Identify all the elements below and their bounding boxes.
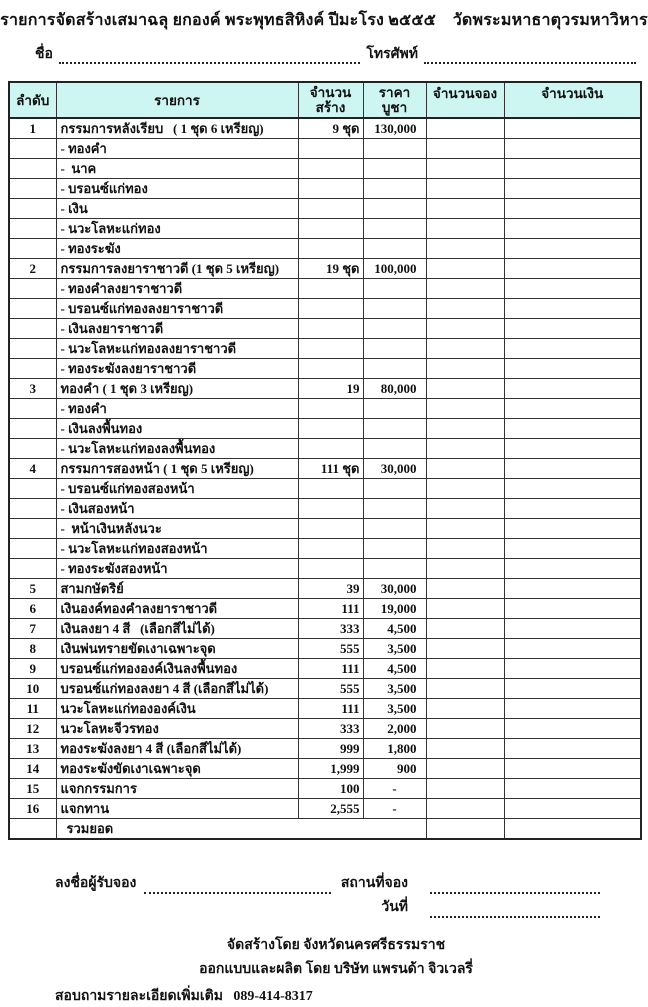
cell-reserved [426,319,504,339]
cell-amount [504,359,641,379]
date-label: วันที่ [381,900,408,915]
cell-price [363,139,426,159]
place-fill-line [430,879,600,894]
cell-qty [298,359,363,379]
cell-price [363,219,426,239]
cell-item: - ทองคำลงยาราชาวดี [56,279,298,299]
column-header-price: ราคา บูชา [363,82,426,118]
cell-reserved [426,639,504,659]
table-row-main [9,639,641,659]
table-row-sub [9,419,641,439]
table-row-sub [9,499,641,519]
cell-qty: 39 [298,579,363,599]
cell-item: - บรอนซ์แก่ทองสองหน้า [56,479,298,499]
table-row-sub [9,399,641,419]
cell-reserved [426,419,504,439]
cell-no: 11 [9,699,56,719]
cell-qty [298,479,363,499]
cell-reserved [426,439,504,459]
cell-qty [298,279,363,299]
cell-price [363,159,426,179]
cell-reserved [426,579,504,599]
cell-reserved [426,399,504,419]
cell-reserved [426,499,504,519]
cell-no [9,299,56,319]
cell-no [9,559,56,579]
table-row-sub [9,239,641,259]
cell-reserved [426,459,504,479]
cell-no [9,159,56,179]
cell-qty [298,139,363,159]
cell-item: - นวะโลหะแก่ทองสองหน้า [56,539,298,559]
cell-item: บรอนซ์แก่ทองลงยา 4 สี (เลือกสีไม่ได้) [56,679,298,699]
table-row-sub [9,439,641,459]
table-row-main [9,679,641,699]
cell-qty: 111 [298,699,363,719]
cell-price: 3,500 [363,639,426,659]
place-label: สถานที่จอง [340,876,408,891]
cell-amount [504,619,641,639]
cell-price [363,479,426,499]
page-title: รายการจัดสร้างเสมาฉลุ ยกองค์ พระพุทธสิหิงค์ ปีมะโรง ๒๕๕๕ วัดพระมหาธาตุวรมหาวิหาร [0,12,648,29]
cell-qty [298,219,363,239]
cell-price [363,179,426,199]
cell-reserved [426,619,504,639]
phone-fill-line [424,49,636,64]
table-header-row [9,82,641,118]
cell-amount [504,579,641,599]
cell-qty: 555 [298,679,363,699]
cell-no: 5 [9,579,56,599]
cell-amount [504,639,641,659]
cell-no [9,339,56,359]
cell-no [9,239,56,259]
cell-no: 7 [9,619,56,639]
cell-reserved [426,539,504,559]
cell-price [363,439,426,459]
cell-price [363,199,426,219]
cell-reserved [426,719,504,739]
cell-item: - ทองระฆังสองหน้า [56,559,298,579]
cell-no [9,219,56,239]
cell-item: - บรอนซ์แก่ทอง [56,179,298,199]
cell-item: นวะโลหะแก่ทององค์เงิน [56,699,298,719]
cell-no [9,399,56,419]
cell-item: สามกษัตริย์ [56,579,298,599]
table-row-sub [9,159,641,179]
cell-reserved [426,299,504,319]
column-header-qty: จำนวน สร้าง [298,82,363,118]
cell-item: ทองระฆังขัดเงาเฉพาะจุด [56,759,298,779]
cell-price [363,299,426,319]
cell-qty: 2,555 [298,799,363,819]
cell-item: - ทองระฆังลงยาราชาวดี [56,359,298,379]
cell-item: - เงิน [56,199,298,219]
total-amount-cell [504,819,641,840]
cell-item: - เงินลงยาราชาวดี [56,319,298,339]
column-header-amount: จำนวนเงิน [504,82,641,118]
table-row-main [9,459,641,479]
cell-item: แจกกรรมการ [56,779,298,799]
cell-reserved [426,199,504,219]
table-row-sub [9,179,641,199]
cell-reserved [426,239,504,259]
cell-no: 2 [9,259,56,279]
cell-item: แจกทาน [56,799,298,819]
cell-reserved [426,159,504,179]
footer-line-producer: จัดสร้างโดย จังหวัดนครศรีธรรมราช [226,938,446,953]
cell-item: กรรมการหลังเรียบ ( 1 ชุด 6 เหรียญ) [56,118,298,139]
cell-qty [298,339,363,359]
cell-amount [504,659,641,679]
cell-reserved [426,739,504,759]
name-phone-line [35,46,636,64]
cell-amount [504,379,641,399]
cell-reserved [426,659,504,679]
cell-item: - ทองคำ [56,399,298,419]
cell-qty [298,419,363,439]
table-row-main [9,379,641,399]
cell-price [363,499,426,519]
cell-item: เงินพ่นทรายขัดเงาเฉพาะจุด [56,639,298,659]
cell-no: 15 [9,779,56,799]
table-row-main [9,719,641,739]
cell-reserved [426,118,504,139]
cell-amount [504,719,641,739]
name-label: ชื่อ [35,47,53,62]
cell-qty: 333 [298,719,363,739]
cell-amount [504,779,641,799]
cell-qty [298,319,363,339]
cell-reserved [426,779,504,799]
table-row-sub [9,539,641,559]
total-no-cell [9,819,56,840]
cell-amount [504,499,641,519]
cell-no [9,279,56,299]
cell-item: - ทองระฆัง [56,239,298,259]
cell-price [363,539,426,559]
cell-no: 13 [9,739,56,759]
cell-amount [504,699,641,719]
cell-no [9,199,56,219]
cell-amount [504,339,641,359]
table-row-sub [9,319,641,339]
cell-reserved [426,759,504,779]
cell-qty [298,559,363,579]
cell-amount [504,319,641,339]
cell-amount [504,199,641,219]
cell-amount [504,539,641,559]
cell-price: 80,000 [363,379,426,399]
cell-amount [504,239,641,259]
cell-qty [298,159,363,179]
cell-qty [298,299,363,319]
phone-label: โทรศัพท์ [366,47,418,62]
date-fill-line [430,903,600,918]
cell-reserved [426,139,504,159]
cell-amount [504,159,641,179]
cell-amount [504,679,641,699]
table-row-sub [9,299,641,319]
cell-no: 9 [9,659,56,679]
footer [0,934,648,1007]
cell-item: - หน้าเงินหลังนวะ [56,519,298,539]
cell-no [9,179,56,199]
cell-price [363,519,426,539]
cell-price [363,239,426,259]
cell-price: 130,000 [363,118,426,139]
cell-price: 30,000 [363,579,426,599]
cell-no [9,519,56,539]
cell-amount [504,259,641,279]
cell-reserved [426,799,504,819]
table-row-sub [9,519,641,539]
table-row-sub [9,479,641,499]
cell-qty [298,239,363,259]
cell-amount [504,599,641,619]
signature-line [55,874,600,894]
cell-no: 12 [9,719,56,739]
cell-qty: 19 ชุด [298,259,363,279]
cell-no [9,499,56,519]
cell-price: 100,000 [363,259,426,279]
cell-qty: 555 [298,639,363,659]
table-row-main [9,699,641,719]
total-label: รวมยอด [56,819,426,840]
cell-qty [298,519,363,539]
cell-price: 3,500 [363,699,426,719]
cell-no: 8 [9,639,56,659]
cell-reserved [426,339,504,359]
cell-item: - นวะโลหะแก่ทองลงพื้นทอง [56,439,298,459]
cell-reserved [426,559,504,579]
cell-price: 900 [363,759,426,779]
cell-amount [504,519,641,539]
column-header-no: ลำดับ [9,82,56,118]
cell-item: - ทองคำ [56,139,298,159]
cell-qty: 19 [298,379,363,399]
cell-qty: 111 ชุด [298,459,363,479]
cell-qty [298,199,363,219]
table-row-sub [9,199,641,219]
cell-qty: 9 ชุด [298,118,363,139]
cell-item: - เงินสองหน้า [56,499,298,519]
cell-amount [504,479,641,499]
cell-price [363,279,426,299]
cell-item: ทองคำ ( 1 ชุด 3 เหรียญ) [56,379,298,399]
table-row-main [9,579,641,599]
cell-item: - นวะโลหะแก่ทองลงยาราชาวดี [56,339,298,359]
table-body [9,118,641,819]
cell-price [363,419,426,439]
cell-no: 10 [9,679,56,699]
cell-no: 4 [9,459,56,479]
cell-item: ทองระฆังลงยา 4 สี (เลือกสีไม่ได้) [56,739,298,759]
cell-qty: 111 [298,599,363,619]
cell-amount [504,559,641,579]
cell-no [9,539,56,559]
cell-price [363,559,426,579]
cell-price: - [363,799,426,819]
cell-no [9,439,56,459]
cell-amount [504,459,641,479]
cell-price: 1,800 [363,739,426,759]
table-row-main [9,259,641,279]
cell-item: นวะโลหะจีวรทอง [56,719,298,739]
cell-item: กรรมการลงยาราชาวดี (1 ชุด 5 เหรียญ) [56,259,298,279]
cell-qty: 1,999 [298,759,363,779]
cell-qty: 111 [298,659,363,679]
cell-price: 4,500 [363,619,426,639]
total-reserved-cell [426,819,504,840]
cell-reserved [426,379,504,399]
cell-item: - เงินลงพื้นทอง [56,419,298,439]
signer-fill-line [144,879,330,894]
cell-no [9,359,56,379]
date-line [55,898,600,918]
cell-amount [504,118,641,139]
cell-amount [504,739,641,759]
cell-qty [298,439,363,459]
cell-reserved [426,679,504,699]
cell-no: 14 [9,759,56,779]
table-row-main [9,799,641,819]
cell-no [9,479,56,499]
cell-qty [298,539,363,559]
cell-reserved [426,519,504,539]
name-fill-line [59,49,360,64]
signer-label: ลงชื่อผู้รับจอง [55,876,137,891]
cell-price [363,319,426,339]
cell-qty [298,399,363,419]
cell-item: เงินลงยา 4 สี (เลือกสีไม่ได้) [56,619,298,639]
cell-amount [504,299,641,319]
cell-amount [504,279,641,299]
cell-price [363,339,426,359]
cell-amount [504,419,641,439]
cell-item: - บรอนซ์แก่ทองลงยาราชาวดี [56,299,298,319]
cell-qty: 999 [298,739,363,759]
cell-price: 3,500 [363,679,426,699]
cell-item: บรอนซ์แก่ทององค์เงินลงพื้นทอง [56,659,298,679]
cell-amount [504,139,641,159]
table-row-sub [9,139,641,159]
cell-no [9,419,56,439]
table-row-main [9,659,641,679]
cell-qty: 100 [298,779,363,799]
table-row-sub [9,219,641,239]
cell-amount [504,219,641,239]
footer-line-designer: ออกแบบและผลิต โดย บริษัท แพรนด้า จิวเวลรี่ [199,962,473,977]
table-row-sub [9,339,641,359]
table-row-sub [9,359,641,379]
table-row-main [9,619,641,639]
cell-reserved [426,699,504,719]
cell-no [9,139,56,159]
cell-reserved [426,259,504,279]
cell-item: กรรมการสองหน้า ( 1 ชุด 5 เหรียญ) [56,459,298,479]
cell-price: 4,500 [363,659,426,679]
column-header-reserved: จำนวนจอง [426,82,504,118]
cell-amount [504,399,641,419]
cell-amount [504,179,641,199]
cell-price: - [363,779,426,799]
table-row-sub [9,559,641,579]
cell-price: 19,000 [363,599,426,619]
total-row [9,819,641,840]
table-row-main [9,779,641,799]
cell-no: 1 [9,118,56,139]
footer-line-contact: สอบถามรายละเอียดเพิ่มเติม 089-414-8317 [55,989,313,1004]
cell-item: เงินองค์ทองคำลงยาราชาวดี [56,599,298,619]
table-row-main [9,739,641,759]
cell-reserved [426,479,504,499]
cell-amount [504,439,641,459]
cell-price: 30,000 [363,459,426,479]
cell-reserved [426,599,504,619]
order-table [8,81,642,840]
signature-section [55,874,600,918]
table-row-main [9,599,641,619]
cell-reserved [426,179,504,199]
cell-no: 16 [9,799,56,819]
cell-qty: 333 [298,619,363,639]
cell-price: 2,000 [363,719,426,739]
cell-amount [504,799,641,819]
cell-reserved [426,359,504,379]
cell-no [9,319,56,339]
cell-no: 6 [9,599,56,619]
column-header-item: รายการ [56,82,298,118]
cell-price [363,359,426,379]
table-row-main [9,759,641,779]
cell-price [363,399,426,419]
cell-amount [504,759,641,779]
cell-item: - นวะโลหะแก่ทอง [56,219,298,239]
cell-no: 3 [9,379,56,399]
table-row-sub [9,279,641,299]
cell-qty [298,499,363,519]
table-row-main [9,118,641,139]
cell-qty [298,179,363,199]
cell-reserved [426,219,504,239]
cell-item: - นาค [56,159,298,179]
cell-reserved [426,279,504,299]
